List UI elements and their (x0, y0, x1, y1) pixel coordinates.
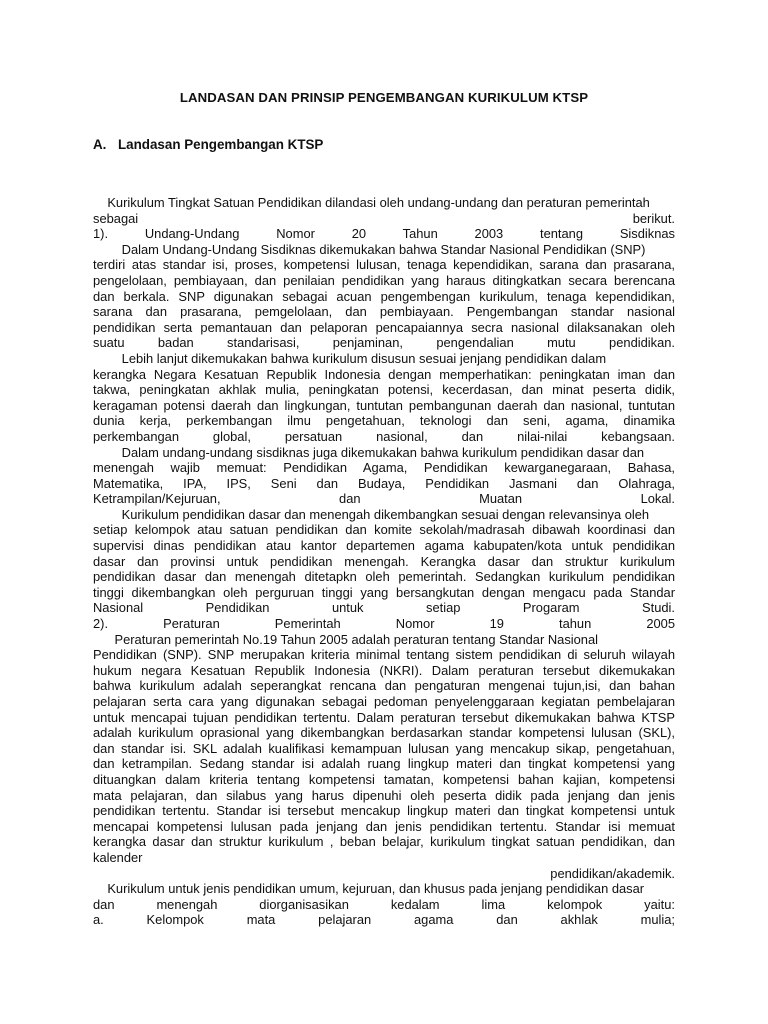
paragraph-line: menengah wajib memuat: Pendidikan Agama, Pendidikan kewarganegaraan, Bahasa, (93, 460, 675, 476)
paragraph-line: bahwa kurikulum adalah seperangkat rencana dan pengaturan mengenai tujun,isi, dan bahan (93, 678, 675, 694)
paragraph-line: sebagai berikut. (93, 210, 675, 226)
paragraph-line: mencapai kompetensi lulusan pada jenjang dan jenis pendidikan tertentu. Standar isi memuat (93, 818, 675, 834)
paragraph-line: kalender (93, 849, 143, 865)
paragraph-line: setiap kelompok atau satuan pendidikan dan komite sekolah/madrasah dibawah koordinasi dan (93, 522, 675, 538)
paragraph-line: Lebih lanjut dikemukakan bahwa kurikulum disusun sesuai jenjang pendidikan dalam (93, 350, 607, 366)
paragraph-line: sarana dan prasarana, pemgelolaan, dan pembiayaan. Pengembangan standar nasional (93, 304, 675, 320)
paragraph-line: Kurikulum Tingkat Satuan Pendidikan dilandasi oleh undang-undang dan peraturan pemerintah (93, 195, 650, 210)
paragraph-line: pengelolaan, pembiayaan, dan penilaian pendidikan yang haraus ditingkatkan secara berencana (93, 272, 675, 288)
paragraph-line: Dalam Undang-Undang Sisdiknas dikemukakan bahwa Standar Nasional Pendidikan (SNP) (93, 241, 646, 257)
paragraph-line: dunia kerja, perkembangan ilmu pengetahuan, teknologi dan seni, agama, dinamika (93, 413, 675, 429)
paragraph-line: dasar dan provinsi untuk pendidikan menengah. Kerangka dasar dan struktur kurikulum (93, 553, 675, 569)
paragraph-line: terdiri atas standar isi, proses, kompetensi lulusan, tenaga kependidikan, sarana dan prasarana, (93, 257, 675, 273)
paragraph-line: dan berkala. SNP digunakan sebagai acuan pengembengan kurikulum, tenaga kependidikan, (93, 288, 675, 304)
paragraph-line: Ketrampilan/Kejuruan, dan Muatan Lokal. (93, 491, 675, 507)
paragraph-line: supervisi dinas pendidikan atau kantor departemen agama kabupaten/kota untuk pendidikan (93, 538, 675, 554)
paragraph-line: perkembangan global, persatuan nasional, dan nilai-nilai kebangsaan. (93, 428, 675, 444)
paragraph-line: Pendidikan (SNP). SNP merupakan kriteria minimal tentang sistem pendidikan di seluruh wilayah (93, 647, 675, 663)
paragraph-line: mata pelajaran, dan silabus yang harus dipenuhi oleh peserta didik pada jenjang dan jenis (93, 787, 675, 803)
paragraph-line: keragaman potensi daerah dan lingkungan, tuntutan pembangunan daerah dan nasional, tuntutan (93, 397, 675, 413)
paragraph-line: Kurikulum pendidikan dasar dan menengah dikembangkan sesuai dengan relevansinya oleh (93, 506, 650, 522)
section-heading-text: Landasan Pengembangan KTSP (118, 137, 324, 152)
paragraph-line: a. Kelompok mata pelajaran agama dan akhlak mulia; (93, 912, 675, 928)
paragraph-line: takwa, peningkatan akhlak mulia, peningkatan potensi, kecerdasan, dan minat peserta didik, (93, 382, 675, 398)
paragraph-line: dan standar isi. SKL adalah kualifikasi kemampuan lulusan yang mencakup sikap, pengetahuan, (93, 740, 675, 756)
paragraph-line: untuk mencapai tujuan pendidikan tertentu. Dalam peraturan tersebut dikemukakan bahwa KTSP (93, 709, 675, 725)
section-number: A. (93, 137, 107, 152)
paragraph-line: Peraturan pemerintah No.19 Tahun 2005 adalah peraturan tentang Standar Nasional (93, 631, 598, 647)
paragraph-line: suatu badan standarisasi, penjaminan, pengendalian mutu pendidikan. (93, 335, 675, 351)
paragraph-line: tinggi dikembangkan oleh perguruan tinggi yang bersangkutan dengan mengacu pada Standar (93, 584, 675, 600)
paragraph-line: adalah kurikulum oprasional yang dikembangkan berdasarkan standar kompetensi lulusan (SKL), (93, 725, 675, 741)
paragraph-line: pendidikan tertentu. Standar isi tersebut mencakup lingkup materi dan tingkat kompetensi untuk (93, 803, 675, 819)
paragraph-line: pendidikan serta pemantauan dan pelaporan pencapaiannya secra nasional dilaksanakan oleh (93, 319, 675, 335)
paragraph-line: dan ketrampilan. Sedang standar isi adalah ruang lingkup materi dan tingkat kompetensi yang (93, 756, 675, 772)
paragraph-line: dan menengah diorganisasikan kedalam lima kelompok yaitu: (93, 896, 675, 912)
body-text (93, 195, 675, 928)
paragraph-line: kerangka Negara Kesatuan Republik Indonesia dengan memperhatikan: peningkatan iman dan (93, 366, 675, 382)
paragraph-line: 1). Undang-Undang Nomor 20 Tahun 2003 tentang Sisdiknas (93, 226, 675, 242)
paragraph-line: pelajaran serta cara yang digunakan sebagai pedoman penyelenggaraan kegiatan pembelajaran (93, 694, 675, 709)
paragraph-line: Matematika, IPA, IPS, Seni dan Budaya, Pendidikan Jasmani dan Olahraga, (93, 475, 675, 491)
paragraph-line: dituangkan dalam kriteria tentang kompetensi tamatan, kompetensi bahan kajian, kompetensi (93, 771, 675, 787)
paragraph-line: pendidikan/akademik. (550, 865, 675, 881)
paragraph-line: kerangka dasar dan struktur kurikulum , beban belajar, kurikulum tingkat satuan pendidikan, dan (93, 834, 675, 850)
section-heading (93, 137, 323, 152)
paragraph-line: pendidikan dasar dan menengah ditetapkn oleh pemerintah. Sedangkan kurikulum pendidikan (93, 569, 675, 585)
paragraph-line: Nasional Pendidikan untuk setiap Progaram Studi. (93, 600, 675, 616)
paragraph-line: 2). Peraturan Pemerintah Nomor 19 tahun 2005 (93, 616, 675, 632)
paragraph-line: Kurikulum untuk jenis pendidikan umum, kejuruan, dan khusus pada jenjang pendidikan dasar (93, 881, 645, 897)
paragraph-line: hukum negara Kesatuan Republik Indonesia (NKRI). Dalam peraturan tersebut dikemukakan (93, 662, 675, 678)
document-title: LANDASAN DAN PRINSIP PENGEMBANGAN KURIKULUM KTSP (179, 90, 589, 105)
paragraph-line: Dalam undang-undang sisdiknas juga dikemukakan bahwa kurikulum pendidikan dasar dan (93, 444, 645, 460)
